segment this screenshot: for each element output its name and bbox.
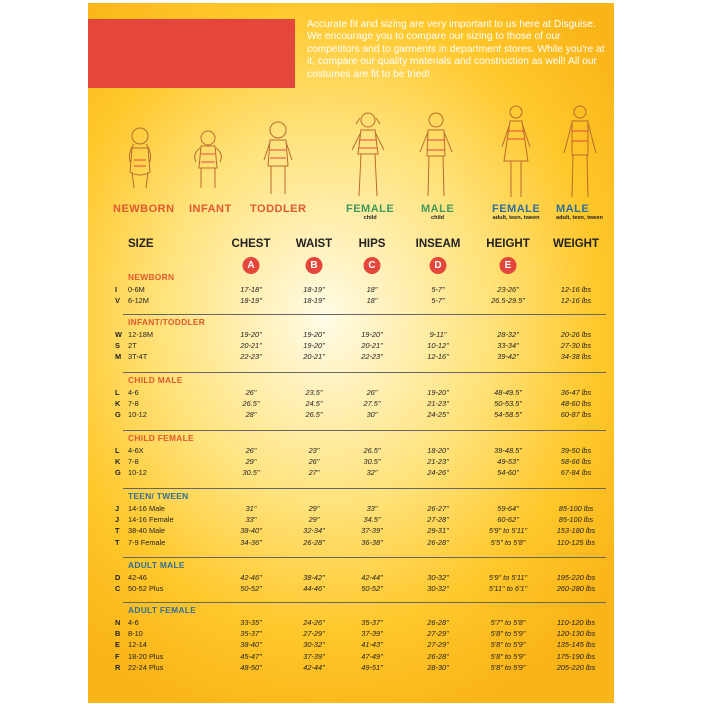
- cell-weight: 12-16 lbs: [560, 296, 592, 306]
- cell-size: 14-16 Female: [128, 515, 174, 525]
- cell-chest: 48-50": [240, 662, 262, 672]
- cell-code: T: [115, 526, 120, 536]
- col-header-weight: WEIGHT: [553, 238, 599, 250]
- category-male-child: MALE child: [421, 203, 455, 221]
- cell-waist: 18-19": [303, 296, 325, 306]
- table-row: [88, 456, 614, 467]
- cell-size: 22-24 Plus: [128, 662, 164, 672]
- cell-code: N: [115, 618, 121, 627]
- section-title: NEWBORN: [128, 272, 175, 282]
- cell-chest: 38-40": [240, 640, 262, 650]
- cell-code: G: [115, 410, 121, 420]
- cell-waist: 42-44": [303, 662, 325, 672]
- cell-weight: 110-120 lbs: [556, 618, 596, 627]
- cell-height: 26.5-29.5": [491, 296, 525, 306]
- cell-chest: 28": [245, 410, 257, 420]
- cell-inseam: 21-23": [427, 399, 449, 409]
- cell-waist: 18-19": [303, 285, 325, 294]
- category-male-child-sub: child: [431, 215, 445, 221]
- cell-waist: 32-34": [303, 526, 325, 536]
- cell-inseam: 18-20": [427, 446, 449, 455]
- intro-text: Accurate fit and sizing are very important to us here at Disguise. We encourage you to compare our sizing to those of our competitors and to garments in department stores. While you're at it, compare our quality materials and construction as well! All our costumes are fit to be tried!: [307, 19, 605, 80]
- table-row: [88, 329, 614, 340]
- cell-hips: 42-44": [361, 573, 383, 582]
- section-title: CHILD MALE: [128, 375, 183, 385]
- cell-code: W: [115, 330, 122, 339]
- cell-height: 5'5" to 5'8": [490, 537, 526, 547]
- cell-size: 14-16 Male: [128, 504, 165, 513]
- cell-inseam: 26-28": [427, 537, 449, 547]
- cell-height: 49-53": [497, 457, 519, 467]
- cell-waist: 30-32": [303, 640, 325, 650]
- table-row: [88, 514, 614, 525]
- cell-weight: 60-87 lbs: [560, 410, 592, 420]
- cell-height: 39-48.5": [494, 446, 522, 455]
- badge-a: A: [243, 257, 260, 274]
- cell-size: 10-12: [128, 410, 147, 420]
- cell-waist: 24.5": [305, 399, 323, 409]
- cell-height: 59-64": [497, 504, 519, 513]
- col-header-inseam: INSEAM: [415, 238, 461, 250]
- cell-code: J: [115, 515, 120, 525]
- cell-hips: 37-39": [361, 526, 383, 536]
- cell-waist: 24-26": [303, 618, 325, 627]
- section-divider: [123, 557, 606, 558]
- cell-hips: 32": [366, 468, 378, 478]
- col-header-chest: CHEST: [231, 238, 271, 250]
- cell-inseam: 5-7": [431, 285, 445, 294]
- cell-hips: 35-37": [361, 618, 383, 627]
- cell-chest: 38-40": [240, 526, 262, 536]
- col-header-hips: HIPS: [358, 238, 386, 250]
- cell-chest: 29": [245, 457, 257, 467]
- cell-weight: 58-66 lbs: [560, 457, 592, 467]
- cell-size: 7-8: [128, 457, 139, 467]
- cell-height: 39-42": [497, 352, 519, 362]
- cell-inseam: 9-11": [429, 330, 447, 339]
- col-header-waist: WAIST: [295, 238, 333, 250]
- cell-chest: 45-47": [240, 651, 262, 661]
- section-divider: [123, 372, 606, 373]
- cell-waist: 26": [308, 457, 320, 467]
- cell-weight: 175-190 lbs: [556, 651, 596, 661]
- table-row: [88, 628, 614, 639]
- cell-code: L: [115, 446, 120, 455]
- cell-code: F: [115, 651, 120, 661]
- cell-hips: 26.5": [363, 446, 381, 455]
- cell-code: D: [115, 573, 121, 582]
- cell-size: 8-10: [128, 629, 143, 639]
- cell-chest: 30.5": [242, 468, 260, 478]
- table-row: [88, 572, 614, 583]
- female-child-figure-icon: [346, 108, 390, 200]
- cell-waist: 44-46": [303, 584, 325, 594]
- section-title: INFANT/TODDLER: [128, 317, 206, 327]
- cell-code: S: [115, 341, 120, 351]
- category-female-adult: FEMALE adult, teen, tween: [492, 203, 541, 221]
- table-row: [88, 387, 614, 398]
- cell-inseam: 30-32": [427, 584, 449, 594]
- col-header-size: SIZE: [128, 238, 154, 250]
- cell-inseam: 26-27": [427, 504, 449, 513]
- cell-hips: 30.5": [363, 457, 381, 467]
- cell-inseam: 5-7": [431, 296, 445, 306]
- cell-size: 4-6: [128, 618, 139, 627]
- cell-size: 18-20 Plus: [128, 651, 164, 661]
- table-row: [88, 409, 614, 420]
- table-row: [88, 651, 614, 662]
- newborn-figure-icon: [120, 108, 160, 198]
- table-row: [88, 537, 614, 548]
- cell-chest: 33": [245, 515, 257, 525]
- cell-inseam: 29-31": [427, 526, 449, 536]
- cell-hips: 47-49": [361, 651, 383, 661]
- cell-size: 50-52 Plus: [128, 584, 164, 594]
- cell-code: I: [115, 285, 118, 294]
- cell-inseam: 24-26": [427, 468, 449, 478]
- cell-height: 5'9" to 5'11": [488, 573, 528, 582]
- cell-weight: 39-50 lbs: [560, 446, 592, 455]
- cell-inseam: 27-29": [427, 640, 449, 650]
- brand-banner: [88, 19, 295, 88]
- category-newborn: NEWBORN: [113, 203, 175, 215]
- cell-hips: 41-43": [361, 640, 383, 650]
- section-title: ADULT FEMALE: [128, 605, 197, 615]
- cell-code: J: [115, 504, 120, 513]
- cell-inseam: 19-20": [427, 388, 449, 397]
- cell-chest: 26": [245, 446, 257, 455]
- cell-chest: 42-46": [240, 573, 262, 582]
- cell-height: 5'8" to 5'9": [490, 662, 526, 672]
- category-male-adult: MALE adult, teen, tween: [556, 203, 603, 221]
- cell-code: T: [115, 537, 120, 547]
- toddler-figure-icon: [258, 108, 298, 198]
- cell-chest: 34-36": [240, 537, 262, 547]
- cell-hips: 22-23": [361, 352, 383, 362]
- badge-c: C: [364, 257, 381, 274]
- table-row: [88, 583, 614, 594]
- male-adult-figure-icon: [558, 103, 602, 201]
- cell-chest: 35-37": [240, 629, 262, 639]
- cell-hips: 37-39": [361, 629, 383, 639]
- cell-chest: 50-52": [240, 584, 262, 594]
- cell-size: 3T-4T: [128, 352, 148, 362]
- cell-weight: 34-38 lbs: [560, 352, 592, 362]
- cell-height: 33-34": [497, 341, 519, 351]
- cell-weight: 153-180 lbs: [556, 526, 596, 536]
- cell-waist: 26-28": [303, 537, 325, 547]
- cell-height: 54-58.5": [494, 410, 522, 420]
- cell-size: 4-6X: [128, 446, 144, 455]
- cell-height: 50-53.5": [494, 399, 522, 409]
- cell-hips: 30": [366, 410, 378, 420]
- table-row: [88, 351, 614, 362]
- cell-weight: 48-60 lbs: [560, 399, 592, 409]
- size-chart: [88, 3, 614, 703]
- cell-chest: 26": [245, 388, 257, 397]
- badge-b: B: [306, 257, 323, 274]
- cell-hips: 18": [366, 285, 378, 294]
- cell-height: 48-49.5": [494, 388, 522, 397]
- cell-chest: 17-18": [240, 285, 262, 294]
- cell-inseam: 28-30": [427, 662, 449, 672]
- cell-inseam: 24-25": [427, 410, 449, 420]
- cell-weight: 85-100 lbs: [558, 515, 594, 525]
- cell-hips: 49-51": [361, 662, 383, 672]
- cell-weight: 135-145 lbs: [556, 640, 596, 650]
- cell-inseam: 26-28": [427, 618, 449, 627]
- section-divider: [123, 602, 606, 603]
- cell-size: 42-46: [128, 573, 147, 582]
- table-row: [88, 639, 614, 650]
- cell-code: G: [115, 468, 121, 478]
- female-adult-figure-icon: [494, 103, 538, 201]
- cell-size: 0-6M: [128, 285, 145, 294]
- badge-d: D: [430, 257, 447, 274]
- cell-code: K: [115, 457, 121, 467]
- cell-chest: 20-21": [240, 341, 262, 351]
- table-row: [88, 295, 614, 306]
- cell-chest: 22-23": [240, 352, 262, 362]
- section-divider: [123, 430, 606, 431]
- cell-size: 4-6: [128, 388, 139, 397]
- cell-inseam: 21-23": [427, 457, 449, 467]
- cell-waist: 27": [308, 468, 320, 478]
- table-row: [88, 398, 614, 409]
- cell-size: 10-12: [128, 468, 147, 478]
- table-row: [88, 503, 614, 514]
- cell-weight: 120-130 lbs: [556, 629, 596, 639]
- cell-waist: 26.5": [305, 410, 323, 420]
- cell-hips: 19-20": [361, 330, 383, 339]
- cell-height: 23-26": [497, 285, 519, 294]
- cell-weight: 195-220 lbs: [556, 573, 596, 582]
- cell-height: 5'8" to 5'9": [490, 629, 526, 639]
- cell-size: 12-18M: [128, 330, 154, 339]
- cell-waist: 27-29": [303, 629, 325, 639]
- category-infant: INFANT: [189, 203, 232, 215]
- cell-inseam: 27-28": [427, 515, 449, 525]
- cell-inseam: 10-12": [427, 341, 449, 351]
- section-divider: [123, 488, 606, 489]
- cell-code: M: [115, 352, 122, 362]
- cell-hips: 20-21": [361, 341, 383, 351]
- infant-figure-icon: [188, 108, 228, 198]
- cell-weight: 110-125 lbs: [556, 537, 596, 547]
- cell-weight: 205-220 lbs: [556, 662, 596, 672]
- cell-height: 54-60": [497, 468, 519, 478]
- cell-chest: 31": [245, 504, 257, 513]
- cell-chest: 19-20": [240, 330, 262, 339]
- table-row: [88, 445, 614, 456]
- cell-code: K: [115, 399, 121, 409]
- cell-waist: 20-21": [303, 352, 325, 362]
- male-child-figure-icon: [414, 108, 458, 200]
- cell-code: E: [115, 640, 120, 650]
- category-toddler: TODDLER: [250, 203, 307, 215]
- cell-weight: 36-47 lbs: [560, 388, 592, 397]
- cell-size: 7-8: [128, 399, 139, 409]
- cell-height: 28-32": [497, 330, 519, 339]
- cell-code: C: [115, 584, 121, 594]
- cell-chest: 18-19": [240, 296, 262, 306]
- cell-waist: 29": [308, 515, 320, 525]
- col-header-height: HEIGHT: [486, 238, 530, 250]
- cell-code: L: [115, 388, 120, 397]
- table-row: [88, 662, 614, 673]
- cell-size: 6-12M: [128, 296, 149, 306]
- section-divider: [123, 314, 606, 315]
- cell-inseam: 30-32": [427, 573, 449, 582]
- category-female-child: FEMALE child: [346, 203, 395, 221]
- cell-hips: 33": [366, 504, 378, 513]
- cell-hips: 36-38": [361, 537, 383, 547]
- cell-inseam: 27-29": [427, 629, 449, 639]
- cell-size: 12-14: [128, 640, 147, 650]
- cell-inseam: 12-16": [427, 352, 449, 362]
- cell-height: 60-62": [497, 515, 519, 525]
- cell-waist: 29": [308, 504, 320, 513]
- cell-height: 5'11" to 6'1": [488, 584, 528, 594]
- cell-code: B: [115, 629, 121, 639]
- cell-code: R: [115, 662, 121, 672]
- cell-weight: 12-16 lbs: [560, 285, 592, 294]
- category-female-adult-sub: adult, teen, tween: [492, 215, 540, 221]
- cell-weight: 67-84 lbs: [560, 468, 592, 478]
- cell-hips: 34.5": [363, 515, 381, 525]
- cell-height: 5'9" to 5'11": [488, 526, 528, 536]
- cell-height: 5'8" to 5'9": [490, 651, 526, 661]
- cell-hips: 27.5": [363, 399, 381, 409]
- cell-size: 7-9 Female: [128, 537, 166, 547]
- badge-e: E: [500, 257, 517, 274]
- category-female-child-sub: child: [363, 215, 377, 221]
- cell-size: 38-40 Male: [128, 526, 165, 536]
- cell-waist: 37-39": [303, 651, 325, 661]
- cell-height: 5'7" to 5'8": [490, 618, 526, 627]
- table-row: [88, 340, 614, 351]
- cell-height: 5'8" to 5'9": [490, 640, 526, 650]
- cell-size: 2T: [128, 341, 137, 351]
- cell-hips: 50-52": [361, 584, 383, 594]
- section-title: TEEN/ TWEEN: [128, 491, 189, 501]
- cell-weight: 20-26 lbs: [560, 330, 592, 339]
- table-row: [88, 284, 614, 295]
- cell-weight: 260-280 lbs: [556, 584, 596, 594]
- cell-hips: 26": [366, 388, 378, 397]
- cell-hips: 18": [366, 296, 378, 306]
- cell-waist: 23": [308, 446, 320, 455]
- cell-waist: 38-42": [303, 573, 325, 582]
- cell-inseam: 26-28": [427, 651, 449, 661]
- cell-code: V: [115, 296, 120, 306]
- cell-chest: 26.5": [242, 399, 260, 409]
- table-row: [88, 467, 614, 478]
- table-row: [88, 525, 614, 536]
- cell-waist: 19-20": [303, 341, 325, 351]
- cell-weight: 85-100 lbs: [558, 504, 594, 513]
- section-title: ADULT MALE: [128, 560, 185, 570]
- table-row: [88, 617, 614, 628]
- cell-waist: 19-20": [303, 330, 325, 339]
- category-male-adult-sub: adult, teen, tween: [556, 215, 603, 221]
- cell-chest: 33-35": [240, 618, 262, 627]
- cell-weight: 27-30 lbs: [560, 341, 592, 351]
- section-title: CHILD FEMALE: [128, 433, 194, 443]
- cell-waist: 23.5": [305, 388, 323, 397]
